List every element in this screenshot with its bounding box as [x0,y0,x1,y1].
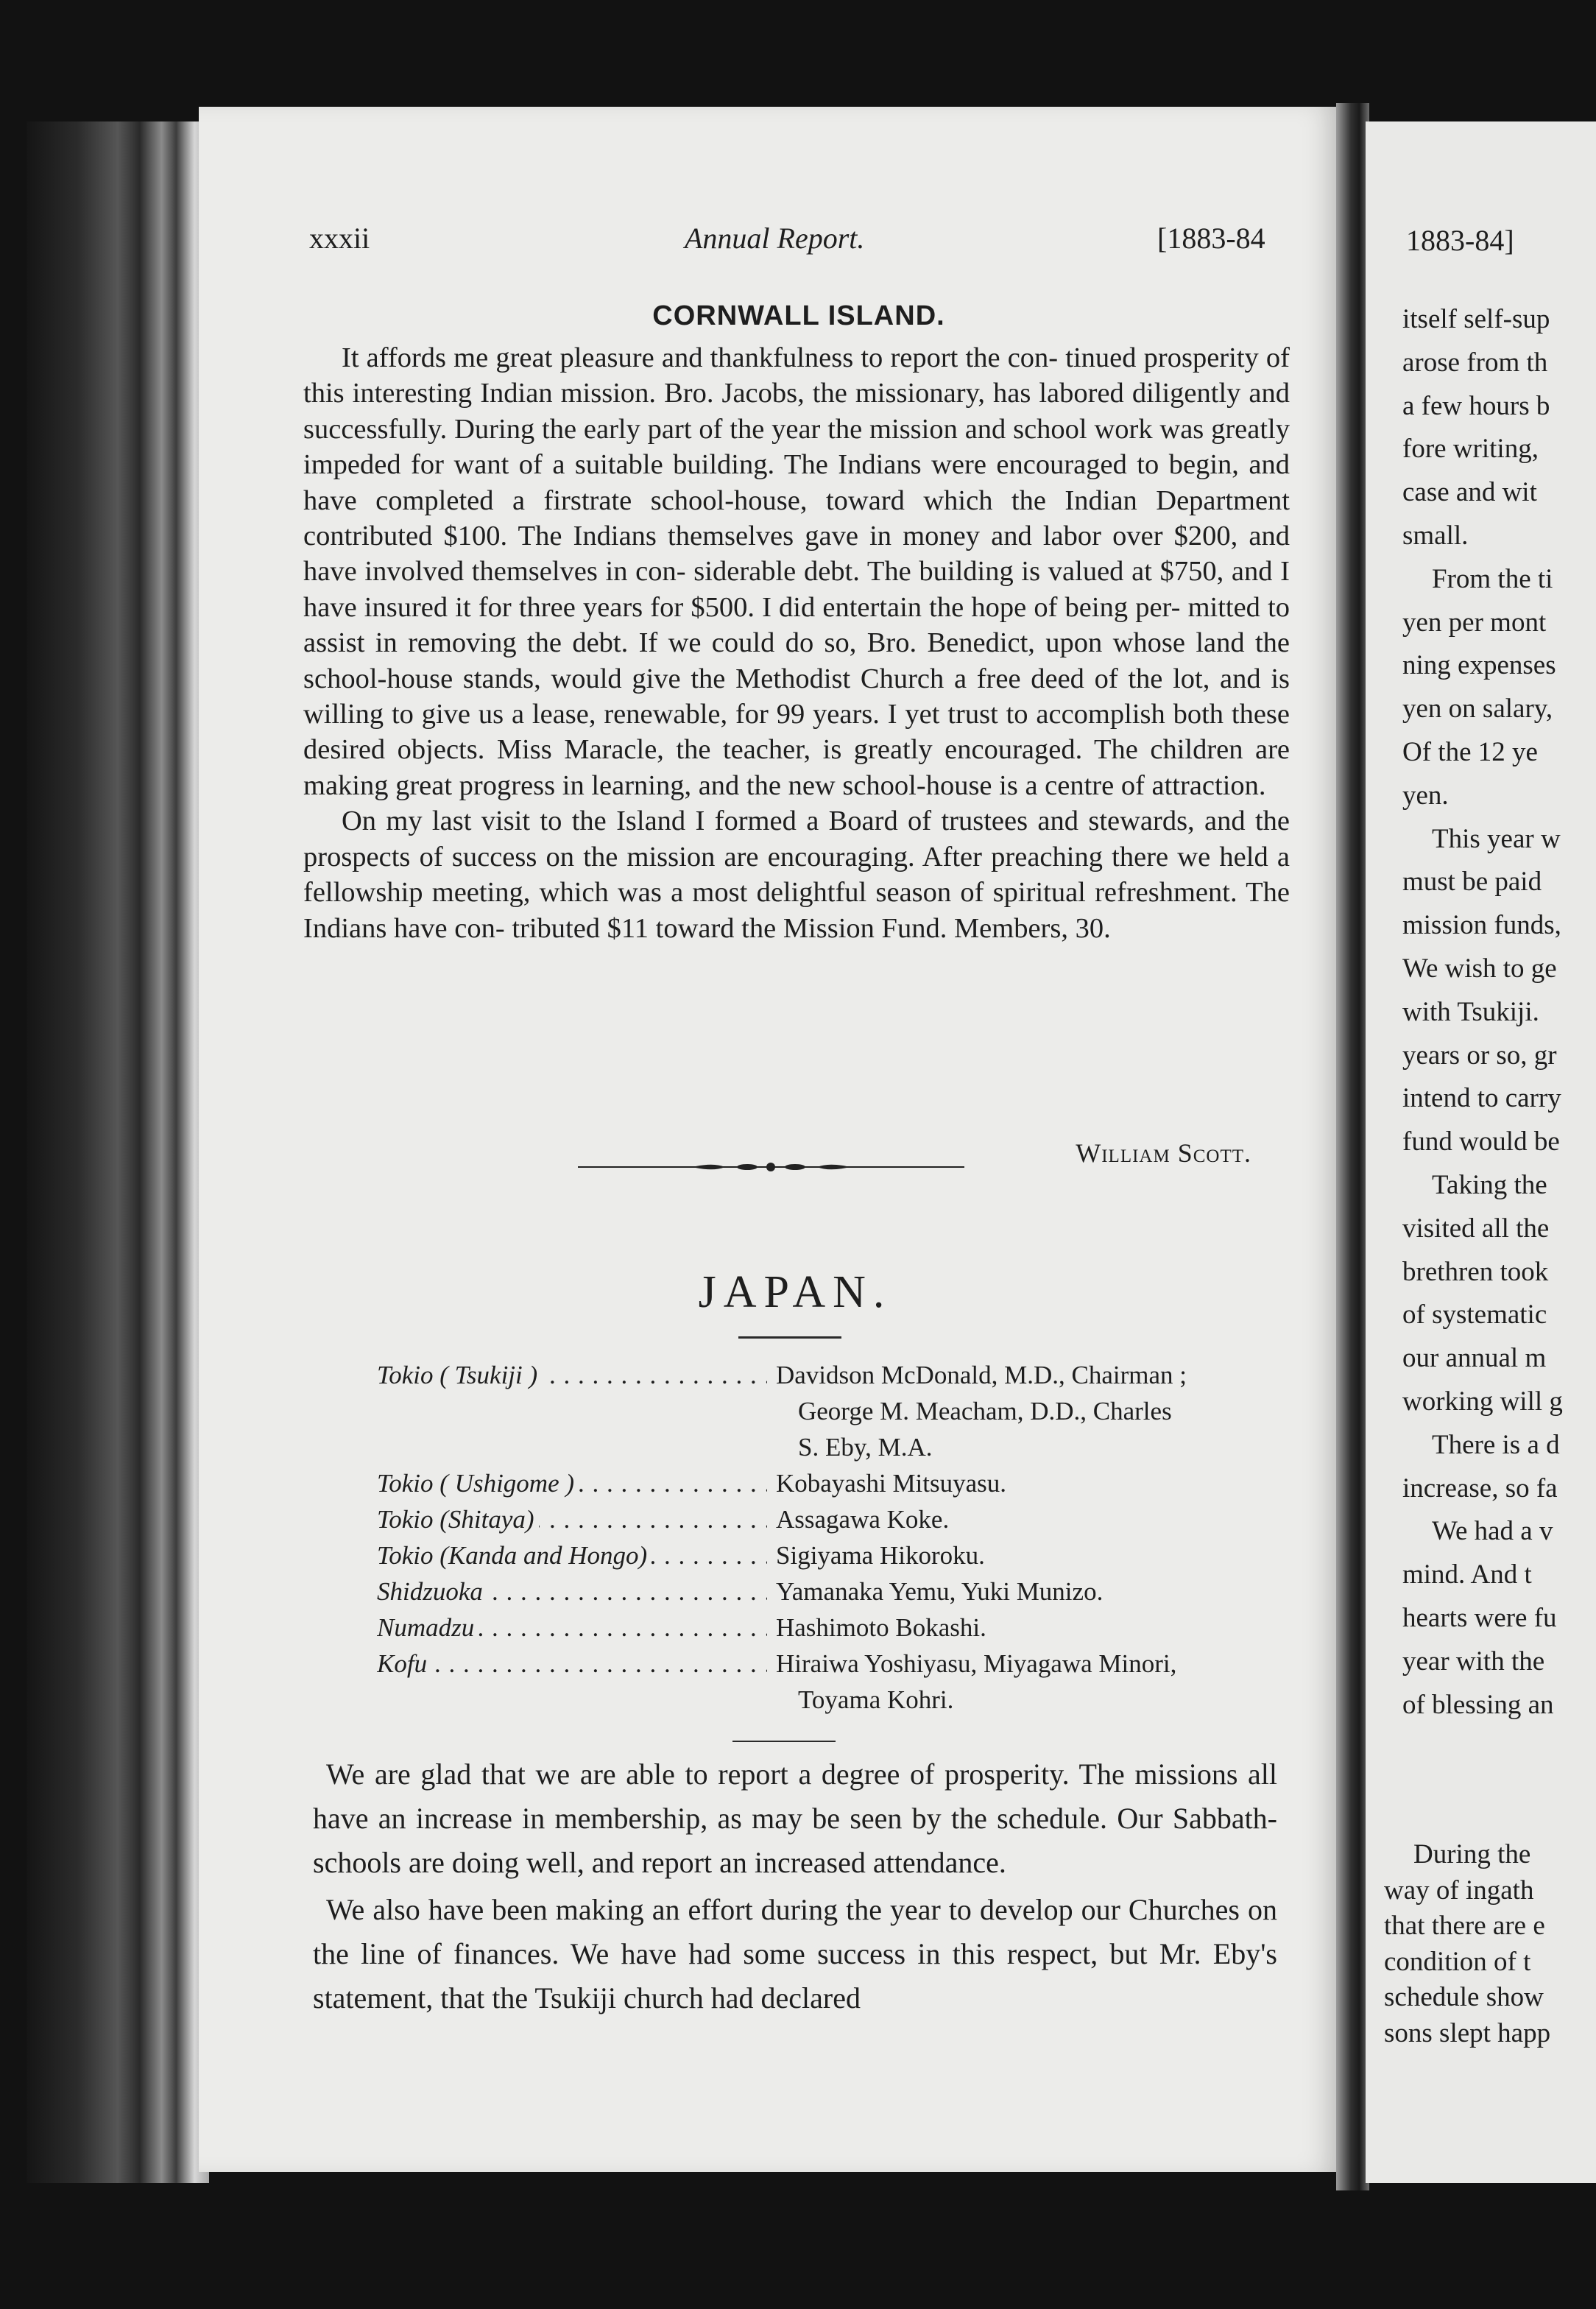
text-line: and have completed a firstrate school-house, toward which the Indian [303,449,1290,516]
text-line: mitted to assist in removing the debt. If we could do so, Bro. [303,591,1290,659]
text-line: The children are making great progress in learning, and the new [303,734,1290,801]
right-page-head: 1883-84] [1406,224,1514,257]
station-staff: Toyama Kohri. [798,1685,954,1714]
text-line: yen on salary, [1402,694,1553,725]
text-line: ning expenses [1402,650,1556,681]
text-line: condition of t [1384,1946,1531,1977]
running-year: [1883-84 [1157,222,1265,255]
text-line: that there are e [1384,1911,1545,1941]
text-line: We wish to ge [1402,953,1557,984]
text-line: Benedict, upon whose land the school-house stands, would give the [303,627,1290,694]
text-line: This year w [1432,823,1561,854]
ornament-divider [578,1156,964,1178]
text-line: yen. [1402,780,1449,811]
text-line: school-house is a centre of attraction. [842,769,1266,801]
text-line: case and wit [1402,477,1537,508]
station-name: Kofu [377,1649,431,1678]
text-line: Methodist Church a free deed of the lot, and is willing to give us a [303,663,1290,730]
text-line: After preaching there we held a fellowship meeting, which was a most [303,841,1290,909]
text-line: tributed $11 toward the Mission Fund. Members, 30. [512,912,1111,944]
right-page-text-bottom [1384,1837,1596,2051]
text-line: It affords me great pleasure and thankfulness to report the con- [342,342,1059,373]
running-title: Annual Report. [685,222,865,255]
text-line: There is a d [1432,1429,1560,1460]
text-line: Department contributed $100. The Indians themselves gave in [303,484,1290,552]
text-line: tinued prosperity of this interesting Indian mission. Bro. Jacobs, the [303,342,1290,409]
text-line: siderable debt. The building is valued at $750, and I have insured [303,556,1290,623]
station-staff: George M. Meacham, D.D., Charles [798,1397,1172,1425]
text-line: must be paid [1402,867,1542,898]
text-line: mission funds, [1402,910,1561,941]
text-line: it for three years for $500. I did entertain the hope of being per- [455,591,1181,623]
section-title-cornwall: CORNWALL ISLAND. [652,300,945,331]
text-line: fore writing, [1402,434,1539,465]
text-line: On my last visit to the Island I formed a Board of trustees and [342,805,1078,837]
page-number: xxxii [309,222,370,255]
right-page-text [1402,298,1596,1727]
text-line: year with the [1402,1646,1545,1677]
text-line: We had a v [1432,1516,1553,1547]
station-staff: Hiraiwa Yoshiyasu, Miyagawa Minori, [776,1649,1177,1678]
section-title-japan: JAPAN. [698,1267,892,1317]
text-line: brethren took [1402,1256,1549,1287]
text-line: itself self-sup [1402,304,1550,334]
cornwall-paragraph-2 [303,803,1290,946]
station-name: Shidzuoka [377,1577,487,1606]
text-line: From the ti [1432,563,1553,594]
text-line: delightful season of spiritual refreshment. The Indians have con- [303,877,1290,944]
text-line: intend to carry [1402,1083,1561,1114]
japan-text [313,1752,1277,2023]
text-line: yen per mont [1402,607,1547,638]
station-staff: Assagawa Koke. [776,1505,950,1534]
station-name: Numadzu [377,1613,479,1642]
station-row [377,1501,1290,1537]
station-name: Tokio (Kanda and Hongo) [377,1541,652,1570]
text-line: of systematic [1402,1300,1547,1330]
station-name: Tokio (Shitaya) [377,1505,539,1534]
text-line: years or so, gr [1402,1040,1557,1071]
text-line: schedule show [1384,1982,1544,2012]
text-line: money and labor over $200, and have involved themselves in con- [303,521,1290,588]
stations-list [377,1357,1290,1718]
text-line: stewards, and the prospects of success on the mission are encouraging. [303,805,1290,873]
station-name: Tokio ( Ushigome ) [377,1469,579,1498]
section-rule [732,1741,836,1742]
text-line: Of the 12 ye [1402,736,1538,767]
text-line: missionary, has labored diligently and successfully. During the early [303,378,1290,445]
station-row [377,1357,1290,1465]
station-row [377,1573,1290,1610]
text-line: During the [1413,1839,1531,1869]
text-line: small. [1402,520,1469,551]
station-staff: Hashimoto Bokashi. [776,1613,986,1642]
text-line: lease, renewable, for 99 years. I yet trust to accomplish both these [532,699,1290,730]
text-line: increase, so fa [1402,1473,1558,1504]
text-line: fund would be [1402,1127,1560,1157]
text-line: way of ingath [1384,1875,1534,1906]
text-line: with Tsukiji. [1402,996,1539,1027]
station-name: Tokio ( Tsukiji ) [377,1361,542,1389]
station-staff: Yamanaka Yemu, Yuki Munizo. [776,1577,1104,1606]
text-line: want of a suitable building. The Indians were encouraged to begin, [453,449,1239,481]
text-line: sons slept happ [1384,2017,1551,2048]
station-staff: Kobayashi Mitsuyasu. [776,1469,1007,1498]
text-line: a few hours b [1402,390,1550,421]
station-staff: Davidson McDonald, M.D., Chairman ; [776,1361,1187,1389]
text-line: our annual m [1402,1343,1547,1374]
text-line: mind. And t [1402,1559,1532,1590]
japan-paragraph-2: We also have been making an effort during the year to develop our Churches on the line of finances. We have had some success in this respect, but Mr. Eby's statement, that the Tsukiji church had declared [313,1893,1277,2014]
text-line: working will g [1402,1386,1563,1417]
station-row [377,1610,1290,1646]
station-row [377,1537,1290,1573]
title-rule [738,1336,841,1339]
text-line: visited all the [1402,1213,1550,1244]
cornwall-text [303,340,1290,946]
book-page-edges [27,121,209,2183]
station-row [377,1646,1290,1718]
text-line: part of the year the mission and school work was greatly impeded for [303,413,1290,481]
text-line: desired objects. Miss Maracle, the teacher, is greatly encouraged. [303,734,1083,766]
signature: William Scott. [1076,1138,1251,1168]
cornwall-paragraph-1 [303,340,1290,803]
text-line: hearts were fu [1402,1602,1557,1633]
text-line: Taking the [1432,1169,1547,1200]
japan-paragraph-1: We are glad that we are able to report a degree of prosperity. The missions all have an increase in membership, as may be seen by the schedule. Our Sabbath-schools are doing well, and report an increased attendance. [313,1758,1277,1879]
station-staff: S. Eby, M.A. [798,1433,933,1462]
text-line: arose from th [1402,347,1548,378]
station-row [377,1465,1290,1501]
station-staff: Sigiyama Hikoroku. [776,1541,985,1570]
text-line: of blessing an [1402,1689,1554,1720]
book-gutter [1336,103,1369,2190]
